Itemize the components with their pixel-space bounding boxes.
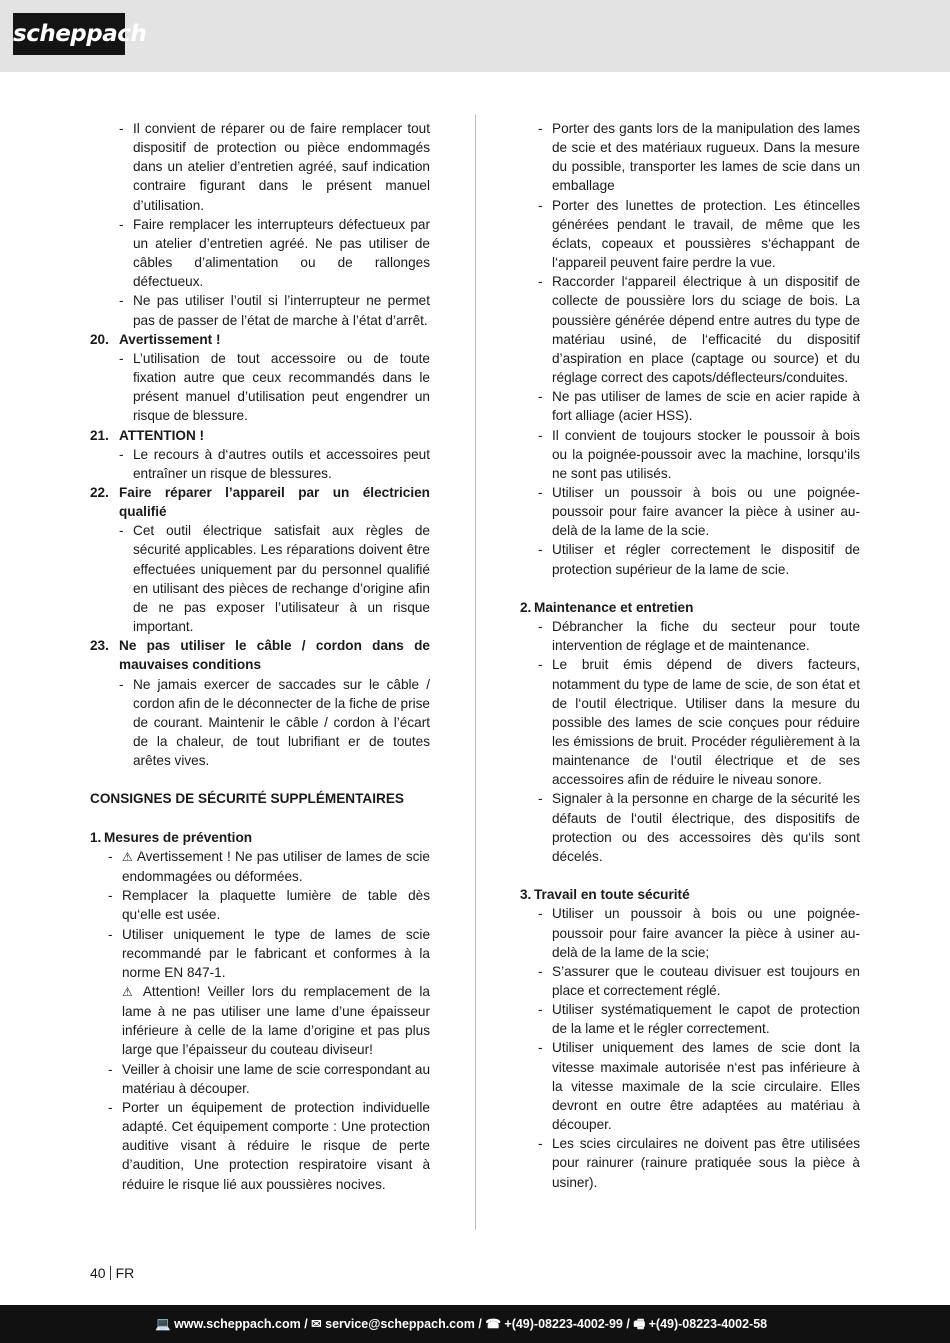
list-item: - Faire remplacer les interrupteurs défectueux par un atelier d’entretien agréé. Ne pas utiliser de câbles d’alimentation ou de rallonges défectueux. <box>119 216 430 290</box>
warning-note: ⚠ Attention! Veiller lors du remplacement de la lame à ne pas utiliser une lame d’une épaisseur inférieure à celle de la lame d’origine et pas plus large que l’épaisseur du couteau diviseur! <box>122 984 430 1058</box>
list-item: - Débrancher la fiche du secteur pour toute intervention de réglage et de maintenance. <box>538 619 860 654</box>
list-item: - Ne jamais exercer de saccades sur le câble / cordon afin de le déconnecter de la fiche de prise de courant. Maintenir le câble / cordon à l’écart de la chaleur, de tout lubrifiant er de toutes arêtes vives. <box>119 676 430 769</box>
list-item: - Les scies circulaires ne doivent pas être utilisées pour rainurer (rainure pratiquée sous la pièce à usiner). <box>538 1136 860 1190</box>
fax-number: +(49)-08223-4002-58 <box>648 1317 768 1331</box>
list-item: - S’assurer que le couteau divisuer est toujours en place et correctement réglé. <box>538 963 860 998</box>
warning-icon: ⚠ <box>122 849 134 864</box>
list-item: - L’utilisation de tout accessoire ou de toute fixation autre que ceux recommandés dans le présent manuel d’utilisation peut engendrer un risque de blessure. <box>119 350 430 424</box>
section-heading-22: 22. Faire réparer l’appareil par un électricien qualifié <box>90 484 430 520</box>
email-link[interactable]: service@scheppach.com / <box>325 1317 482 1331</box>
list-item: - Utiliser uniquement le type de lames de scie recommandé par le fabricant et conformes à la norme EN 847-1. <box>108 926 430 980</box>
column-divider <box>475 115 476 1230</box>
caps-heading: CONSIGNES DE SÉCURITÉ SUPPLÉMENTAIRES <box>90 791 404 807</box>
list-item: - ⚠ Avertissement ! Ne pas utiliser de lames de scie endommagées ou déformées. <box>108 848 430 885</box>
list-item: - Utiliser et régler correctement le dispositif de protection supérieur de la lame de scie. <box>538 542 860 577</box>
list-item: - Le bruit émis dépend de divers facteurs, notamment du type de lame de scie, de son état et de l‘outil électrique. Utiliser dans la mesure du possible des lames de scie conçues pour réduire les émissions de bruit. Procéder régulièrement à la maintenance de l‘outil électrique et de ses accessoires afin de réduire le niveau sonore. <box>538 657 860 788</box>
section-heading-23: 23. Ne pas utiliser le câble / cordon dans de mauvaises conditions <box>90 638 430 673</box>
phone-icon: ☎ <box>485 1317 501 1331</box>
list-item: - Cet outil électrique satisfait aux règles de sécurité applicables. Les réparations doivent être effectuées uniquement par du personnel qualifié en utilisant des pièces de rechange d’origine afin de ne pas exposer l’utilisateur à un risque important. <box>119 523 430 635</box>
footer-bar <box>0 1305 950 1343</box>
website-link[interactable]: www.scheppach.com / <box>174 1317 308 1331</box>
section-heading-20: 20. Avertissement ! <box>90 331 221 347</box>
list-item: - Ne pas utiliser l’outil si l’interrupteur ne permet pas de passer de l’état de marche à l’état d’arrêt. <box>119 293 430 328</box>
section-heading-21: 21. ATTENTION ! <box>90 427 205 443</box>
list-item: - Veiller à choisir une lame de scie correspondant au matériau à découper. <box>108 1061 430 1096</box>
list-item: - Ne pas utiliser de lames de scie en acier rapide à fort alliage (acier HSS). <box>538 389 860 424</box>
list-item: - Utiliser systématiquement le capot de protection de la lame et le régler correctement. <box>538 1002 860 1037</box>
fax-icon: 🖷 <box>633 1317 646 1331</box>
list-item: - Il convient de toujours stocker le poussoir à bois ou la poignée-poussoir avec la machine, lorsqu‘ils ne sont pas utilisés. <box>538 427 860 481</box>
section-heading-2: 2. Maintenance et entretien <box>520 599 694 615</box>
header-bar <box>0 0 950 72</box>
section-heading-3: 3. Travail en toute sécurité <box>520 887 690 903</box>
computer-icon: 💻 <box>155 1317 171 1331</box>
list-item: - Utiliser uniquement des lames de scie dont la vitesse maximale autorisée n‘est pas inférieure à la vitesse maximale de la scie circulaire. Elles devront en outre être adaptées au matériau à découper. <box>538 1040 860 1133</box>
warning-icon: ⚠ <box>122 985 137 999</box>
list-item: - Le recours à d‘autres outils et accessoires peut entraîner un risque de blessures. <box>119 446 430 481</box>
list-item: - Porter un équipement de protection individuelle adapté. Cet équipement comporte : Une protection auditive visant à réduire le risque de perte d’audition, Une protection respiratoire visant à réduire le risque lié aux poussières nocives. <box>108 1099 430 1192</box>
list-item: - Utiliser un poussoir à bois ou une poignée-poussoir pour faire avancer la pièce à usiner au-delà de la lame de la scie. <box>538 484 860 539</box>
list-item: - Porter des lunettes de protection. Les étincelles générées pendant le travail, de même que les éclats, copeaux et poussières s‘échappant de l‘appareil peuvent faire perdre la vue. <box>538 197 860 271</box>
list-item: - Utiliser un poussoir à bois ou une poignée-poussoir pour faire avancer la pièce à usiner au-delà de la lame de la scie; <box>538 906 860 960</box>
page-number: 40 FR <box>90 1265 135 1281</box>
list-item: - Remplacer la plaquette lumière de table dès qu‘elle est usée. <box>108 888 430 923</box>
right-column <box>520 119 860 1192</box>
list-item: - Raccorder l‘appareil électrique à un dispositif de collecte de poussière lors du sciage de bois. La poussière générée dépend entre autres du type de matériau usiné, de l‘efficacité du dispositif d’aspiration en place (captage ou source) et du réglage correct des capots/déflecteurs/conduites. <box>538 274 860 386</box>
section-heading-1: 1. Mesures de prévention <box>90 829 253 845</box>
page-separator <box>110 1266 111 1280</box>
left-column <box>90 119 430 1194</box>
scheppach-logo: scheppach <box>13 13 125 55</box>
email-icon: ✉ <box>311 1317 322 1331</box>
phone-number: +(49)-08223-4002-99 / <box>504 1317 630 1331</box>
list-item: - Signaler à la personne en charge de la sécurité les défauts de l‘outil électrique, des dispositifs de protection ou des accessoires dès qu‘ils sont décelés. <box>538 791 860 864</box>
list-item: - Il convient de réparer ou de faire remplacer tout dispositif de protection ou pièce endommagés dans un atelier d’entretien agréé, sauf indication contraire figurant dans le présent manuel d’utilisation. <box>119 121 430 213</box>
list-item: - Porter des gants lors de la manipulation des lames de scie et des matériaux rugueux. Dans la mesure du possible, transporter les lames de scie dans un emballage <box>538 121 860 194</box>
